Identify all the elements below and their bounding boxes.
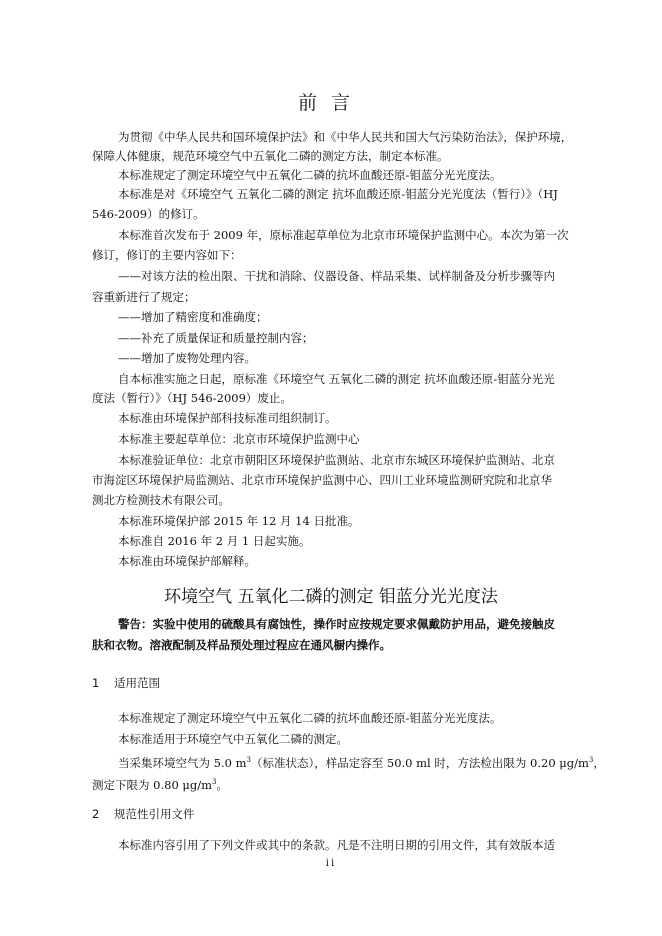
section-1-line: [92, 774, 228, 793]
foreword-line: 本标准是对《环境空气 五氧化二磷的测定 抗坏血酸还原-钼蓝分光光度法（暂行）》（HJ: [118, 187, 558, 201]
text-run: 。: [216, 777, 228, 792]
standard-title: 环境空气 五氧化二磷的测定 钼蓝分光光度法: [164, 587, 498, 607]
foreword-line: ——增加了废物处理内容。: [118, 351, 256, 365]
foreword-line: ——增加了精密度和准确度；: [118, 310, 268, 324]
foreword-line: 本标准由环境保护部解释。: [118, 554, 256, 568]
foreword-line: 本标准主要起草单位：北京市环境保护监测中心: [118, 432, 360, 446]
foreword-line: 为贯彻《中华人民共和国环境保护法》和《中华人民共和国大气污染防治法》，保护环境，: [118, 130, 573, 144]
text-run: 测定下限为 0.80 μg/m: [92, 777, 213, 792]
foreword-line: 本标准环境保护部 2015 年 12 月 14 日批准。: [118, 514, 360, 528]
page-number: ii: [325, 858, 337, 869]
foreword-line: 测北方检测技术有限公司。: [92, 493, 230, 507]
superscript: 3: [588, 756, 594, 764]
foreword-line: 546-2009）的修订。: [92, 207, 205, 221]
section-1-line: [118, 752, 605, 771]
text-run: （标准状态），样品定容至 50.0 ml 时，方法检出限为 0.20 μg/m: [250, 755, 589, 770]
foreword-line: 本标准首次发布于 2009 年，原标准起草单位为北京市环境保护监测中心。本次为第一次: [118, 228, 569, 242]
foreword-line: ——补充了质量保证和质量控制内容；: [118, 331, 314, 345]
foreword-line: 本标准规定了测定环境空气中五氧化二磷的抗坏血酸还原-钼蓝分光光度法。: [118, 168, 502, 182]
foreword-line: 市海淀区环境保护局监测站、北京市环境保护监测中心、四川工业环境监测研究院和北京华: [92, 473, 552, 487]
section-2-line: 本标准内容引用了下列文件或其中的条款。凡是不注明日期的引用文件，其有效版本适: [118, 838, 555, 852]
foreword-line: 自本标准实施之日起，原标准《环境空气 五氧化二磷的测定 抗坏血酸还原-钼蓝分光光: [118, 372, 555, 386]
superscript: 3: [212, 778, 217, 786]
foreword-line: 修订，修订的主要内容如下：: [92, 248, 242, 262]
foreword-line: 保障人体健康，规范环境空气中五氧化二磷的测定方法，制定本标准。: [92, 149, 449, 163]
foreword-line: 度法（暂行）》（HJ 546-2009）废止。: [92, 391, 292, 405]
section-number: 2: [92, 807, 100, 821]
foreword-line: 本标准自 2016 年 2 月 1 日起实施。: [118, 534, 311, 548]
warning-line: 肤和衣物。溶液配制及样品预处理过程应在通风橱内操作。: [92, 638, 391, 652]
section-number: 1: [92, 676, 100, 690]
text-run: ，: [593, 755, 605, 770]
section-heading-text: 规范性引用文件: [114, 807, 195, 821]
foreword-line: 容重新进行了规定；: [92, 290, 196, 304]
foreword-line: 本标准由环境保护部科技标准司组织制订。: [118, 411, 337, 425]
warning-line: 警告：实验中使用的硫酸具有腐蚀性，操作时应按规定要求佩戴防护用品，避免接触皮: [118, 617, 555, 631]
foreword-line: 本标准验证单位：北京市朝阳区环境保护监测站、北京市东城区环境保护监测站、北京: [118, 453, 555, 467]
superscript: 3: [246, 756, 251, 764]
section-heading-text: 适用范围: [114, 676, 160, 690]
section-1-line: 本标准规定了测定环境空气中五氧化二磷的抗坏血酸还原-钼蓝分光光度法。: [118, 711, 502, 725]
foreword-title: 前言: [297, 92, 364, 114]
section-1-line: 本标准适用于环境空气中五氧化二磷的测定。: [118, 732, 348, 746]
section-1-heading: [92, 675, 160, 691]
foreword-line: ——对该方法的检出限、干扰和消除、仪器设备、样品采集、试样制备及分析步骤等内: [118, 269, 555, 283]
text-run: 当采集环境空气为 5.0 m: [118, 755, 247, 770]
section-2-heading: [92, 806, 195, 822]
